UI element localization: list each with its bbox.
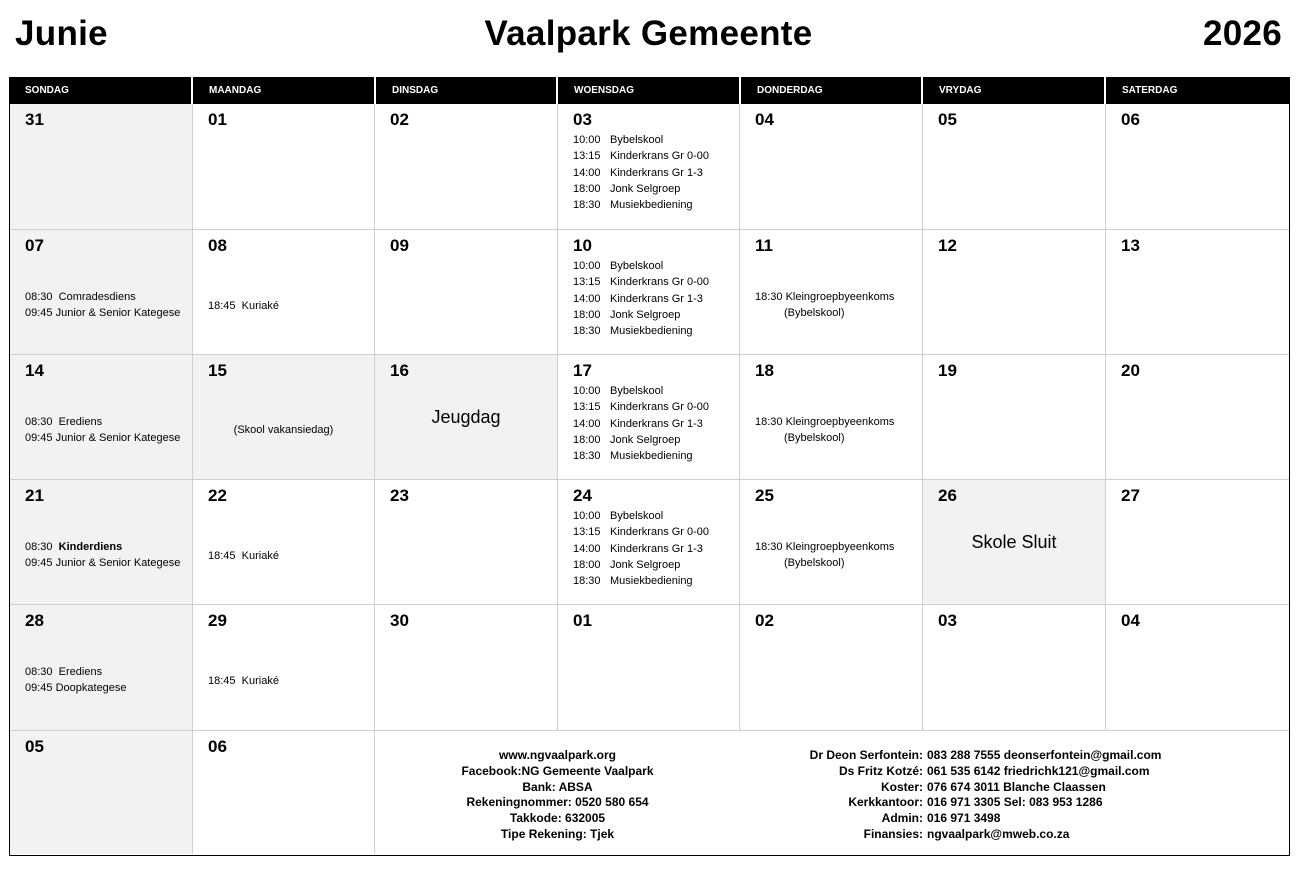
church-info <box>375 748 740 843</box>
weekday-donderdag: DONDERDAG <box>739 77 922 104</box>
day-cell <box>193 230 375 355</box>
event-list <box>25 414 180 447</box>
event-item: 18:30 Musiekbediening <box>573 325 693 338</box>
day-cell <box>923 104 1106 230</box>
holiday-label: Jeugdag <box>431 407 501 427</box>
day-cell <box>10 480 193 605</box>
event-item: 14:00 Kinderkrans Gr 1-3 <box>573 417 703 430</box>
day-cell <box>923 480 1106 605</box>
day-cell <box>558 480 740 605</box>
event-item: (Bybelskool) <box>784 557 845 570</box>
account-number-text: Rekeningnommer: 0520 580 654 <box>466 795 649 810</box>
year-title: 2026 <box>1202 14 1282 53</box>
event-list <box>25 664 127 697</box>
day-number: 04 <box>1121 611 1140 630</box>
event-list <box>208 298 279 314</box>
event-list <box>25 289 180 322</box>
day-number: 10 <box>573 236 592 255</box>
day-cell <box>1106 230 1289 355</box>
account-type-text: Tipe Rekening: Tjek <box>500 826 615 841</box>
event-item: 13:15 Kinderkrans Gr 0-00 <box>573 276 710 289</box>
weekday-woensdag: WOENSDAG <box>556 77 739 104</box>
event-list <box>755 539 894 572</box>
event-item: 18:45 Kuriaké <box>208 300 279 312</box>
event-item: 10:00 Bybelskool <box>573 260 664 272</box>
day-cell <box>10 230 193 355</box>
day-cell <box>740 480 923 605</box>
event-list <box>208 673 279 689</box>
day-number: 09 <box>390 236 409 255</box>
event-item: 08:30 Erediens <box>25 416 103 428</box>
calendar-grid <box>9 104 1290 856</box>
day-number: 12 <box>938 236 957 255</box>
day-number: 19 <box>938 361 957 380</box>
day-cell <box>193 605 375 731</box>
event-item: 10:00 Bybelskool <box>573 134 664 146</box>
event-item: 18:30 Musiekbediening <box>573 575 693 588</box>
holiday-label: Skole Sluit <box>971 532 1057 552</box>
day-cell <box>375 480 558 605</box>
day-cell <box>740 104 923 230</box>
weekday-header-bar <box>9 77 1290 104</box>
event-item: 13:15 Kinderkrans Gr 0-00 <box>573 401 710 414</box>
event-item: 09:45 Junior & Senior Kategese <box>25 432 181 445</box>
day-number: 05 <box>938 110 957 129</box>
event-item: 14:00 Kinderkrans Gr 1-3 <box>573 292 703 305</box>
day-cell <box>740 230 923 355</box>
contact-info <box>740 748 1290 843</box>
event-list <box>573 508 709 589</box>
day-number: 29 <box>208 611 227 630</box>
day-cell <box>1106 104 1289 230</box>
event-item: 09:45 Junior & Senior Kategese <box>25 307 181 320</box>
event-item: 08:30 Comradesdiens <box>25 291 136 303</box>
weekday-sondag: SONDAG <box>25 85 69 96</box>
day-number: 02 <box>755 611 774 630</box>
day-number: 03 <box>573 110 592 129</box>
day-number: 24 <box>573 486 592 505</box>
website-link[interactable]: www.ngvaalpark.org <box>499 748 616 762</box>
day-number: 15 <box>208 361 227 380</box>
event-item: 13:15 Kinderkrans Gr 0-00 <box>573 526 710 539</box>
day-cell <box>1106 355 1289 480</box>
day-cell <box>10 104 193 230</box>
event-item: 18:30 Kleingroepbyeenkoms <box>755 291 895 303</box>
event-list <box>573 383 709 464</box>
day-cell <box>923 230 1106 355</box>
day-cell <box>193 104 375 230</box>
event-item: 08:30 Kinderdiens <box>25 541 123 553</box>
day-number: 16 <box>390 361 409 380</box>
contact-row: Koster: 076 674 3011 Blanche Claassen <box>880 779 1106 794</box>
contact-row: Admin: 016 971 3498 <box>881 811 1001 826</box>
weekday-dinsdag: DINSDAG <box>374 77 557 104</box>
event-item: 18:00 Jonk Selgroep <box>573 308 681 321</box>
event-item: (Bybelskool) <box>784 432 845 445</box>
event-item: 18:30 Musiekbediening <box>573 450 693 463</box>
day-cell <box>740 355 923 480</box>
day-number: 03 <box>938 611 957 630</box>
day-cell <box>558 605 740 731</box>
day-cell <box>193 355 375 480</box>
day-number: 21 <box>25 486 44 505</box>
day-number: 08 <box>208 236 227 255</box>
event-item: 18:00 Jonk Selgroep <box>573 182 681 195</box>
contact-row: Ds Fritz Kotzé: 061 535 6142 friedrichk121@gmail.com <box>839 763 1150 778</box>
event-item: 14:00 Kinderkrans Gr 1-3 <box>573 542 703 555</box>
day-number: 25 <box>755 486 774 505</box>
day-number: 27 <box>1121 486 1140 505</box>
bank-text: Bank: ABSA <box>522 779 593 794</box>
contact-row: Dr Deon Serfontein: 083 288 7555 deonserfontein@gmail.com <box>809 748 1162 762</box>
event-item: 18:45 Kuriaké <box>208 550 279 562</box>
day-cell <box>193 480 375 605</box>
weekday-maandag: MAANDAG <box>191 77 374 104</box>
event-item: 14:00 Kinderkrans Gr 1-3 <box>573 166 703 179</box>
day-number: 01 <box>573 611 592 630</box>
event-item: 13:15 Kinderkrans Gr 0-00 <box>573 150 710 163</box>
day-cell <box>923 605 1106 731</box>
event-list <box>573 132 709 213</box>
weekday-saterdag: SATERDAG <box>1104 77 1290 104</box>
event-item: 18:30 Kleingroepbyeenkoms <box>755 416 895 428</box>
month-title: Junie <box>15 14 108 53</box>
contact-row: Kerkkantoor: 016 971 3305 Sel: 083 953 1286 <box>848 795 1103 810</box>
day-number: 06 <box>208 737 227 756</box>
event-list <box>25 539 180 572</box>
event-item: 18:45 Kuriaké <box>208 675 279 687</box>
day-number: 01 <box>208 110 227 129</box>
day-number: 22 <box>208 486 227 505</box>
day-cell <box>10 355 193 480</box>
day-number: 02 <box>390 110 409 129</box>
day-cell <box>375 355 558 480</box>
day-number: 23 <box>390 486 409 505</box>
day-cell <box>558 230 740 355</box>
day-number: 28 <box>25 611 44 630</box>
event-list <box>755 414 894 447</box>
event-item: 08:30 Erediens <box>25 666 103 678</box>
day-cell <box>558 355 740 480</box>
day-cell <box>10 731 193 854</box>
day-number: 05 <box>25 737 44 756</box>
day-cell <box>740 605 923 731</box>
day-number: 17 <box>573 361 592 380</box>
event-list <box>573 258 709 339</box>
day-cell <box>923 355 1106 480</box>
event-item: 18:30 Kleingroepbyeenkoms <box>755 541 895 553</box>
day-cell <box>193 731 375 854</box>
event-item: 18:00 Jonk Selgroep <box>573 558 681 571</box>
day-number: 06 <box>1121 110 1140 129</box>
day-number: 11 <box>755 236 773 255</box>
day-cell <box>375 230 558 355</box>
event-list <box>208 548 279 564</box>
contact-row: Finansies: ngvaalpark@mweb.co.za <box>863 826 1070 841</box>
day-cell <box>10 605 193 731</box>
day-number: 14 <box>25 361 44 380</box>
calendar-title: Vaalpark Gemeente <box>484 14 813 53</box>
holiday-label: (Skool vakansiedag) <box>233 424 334 436</box>
event-item: 10:00 Bybelskool <box>573 385 664 397</box>
event-item: (Bybelskool) <box>784 307 845 320</box>
weekday-vrydag: VRYDAG <box>921 77 1104 104</box>
day-cell <box>1106 605 1289 731</box>
day-cell <box>1106 480 1289 605</box>
event-item: 18:30 Musiekbediening <box>573 199 693 212</box>
event-item: 18:00 Jonk Selgroep <box>573 433 681 446</box>
event-list <box>755 289 894 322</box>
day-number: 30 <box>390 611 409 630</box>
day-number: 13 <box>1121 236 1140 255</box>
day-number: 31 <box>25 110 44 129</box>
day-number: 07 <box>25 236 44 255</box>
branch-code-text: Takkode: 632005 <box>509 811 606 826</box>
day-cell <box>558 104 740 230</box>
event-item: 09:45 Junior & Senior Kategese <box>25 557 181 570</box>
event-item: 10:00 Bybelskool <box>573 510 664 522</box>
day-number: 20 <box>1121 361 1140 380</box>
facebook-text: Facebook:NG Gemeente Vaalpark <box>461 763 654 778</box>
day-number: 18 <box>755 361 774 380</box>
event-item: 09:45 Doopkategese <box>25 682 127 695</box>
day-cell <box>375 605 558 731</box>
day-number: 26 <box>938 486 957 505</box>
day-number: 04 <box>755 110 774 129</box>
day-cell <box>375 104 558 230</box>
